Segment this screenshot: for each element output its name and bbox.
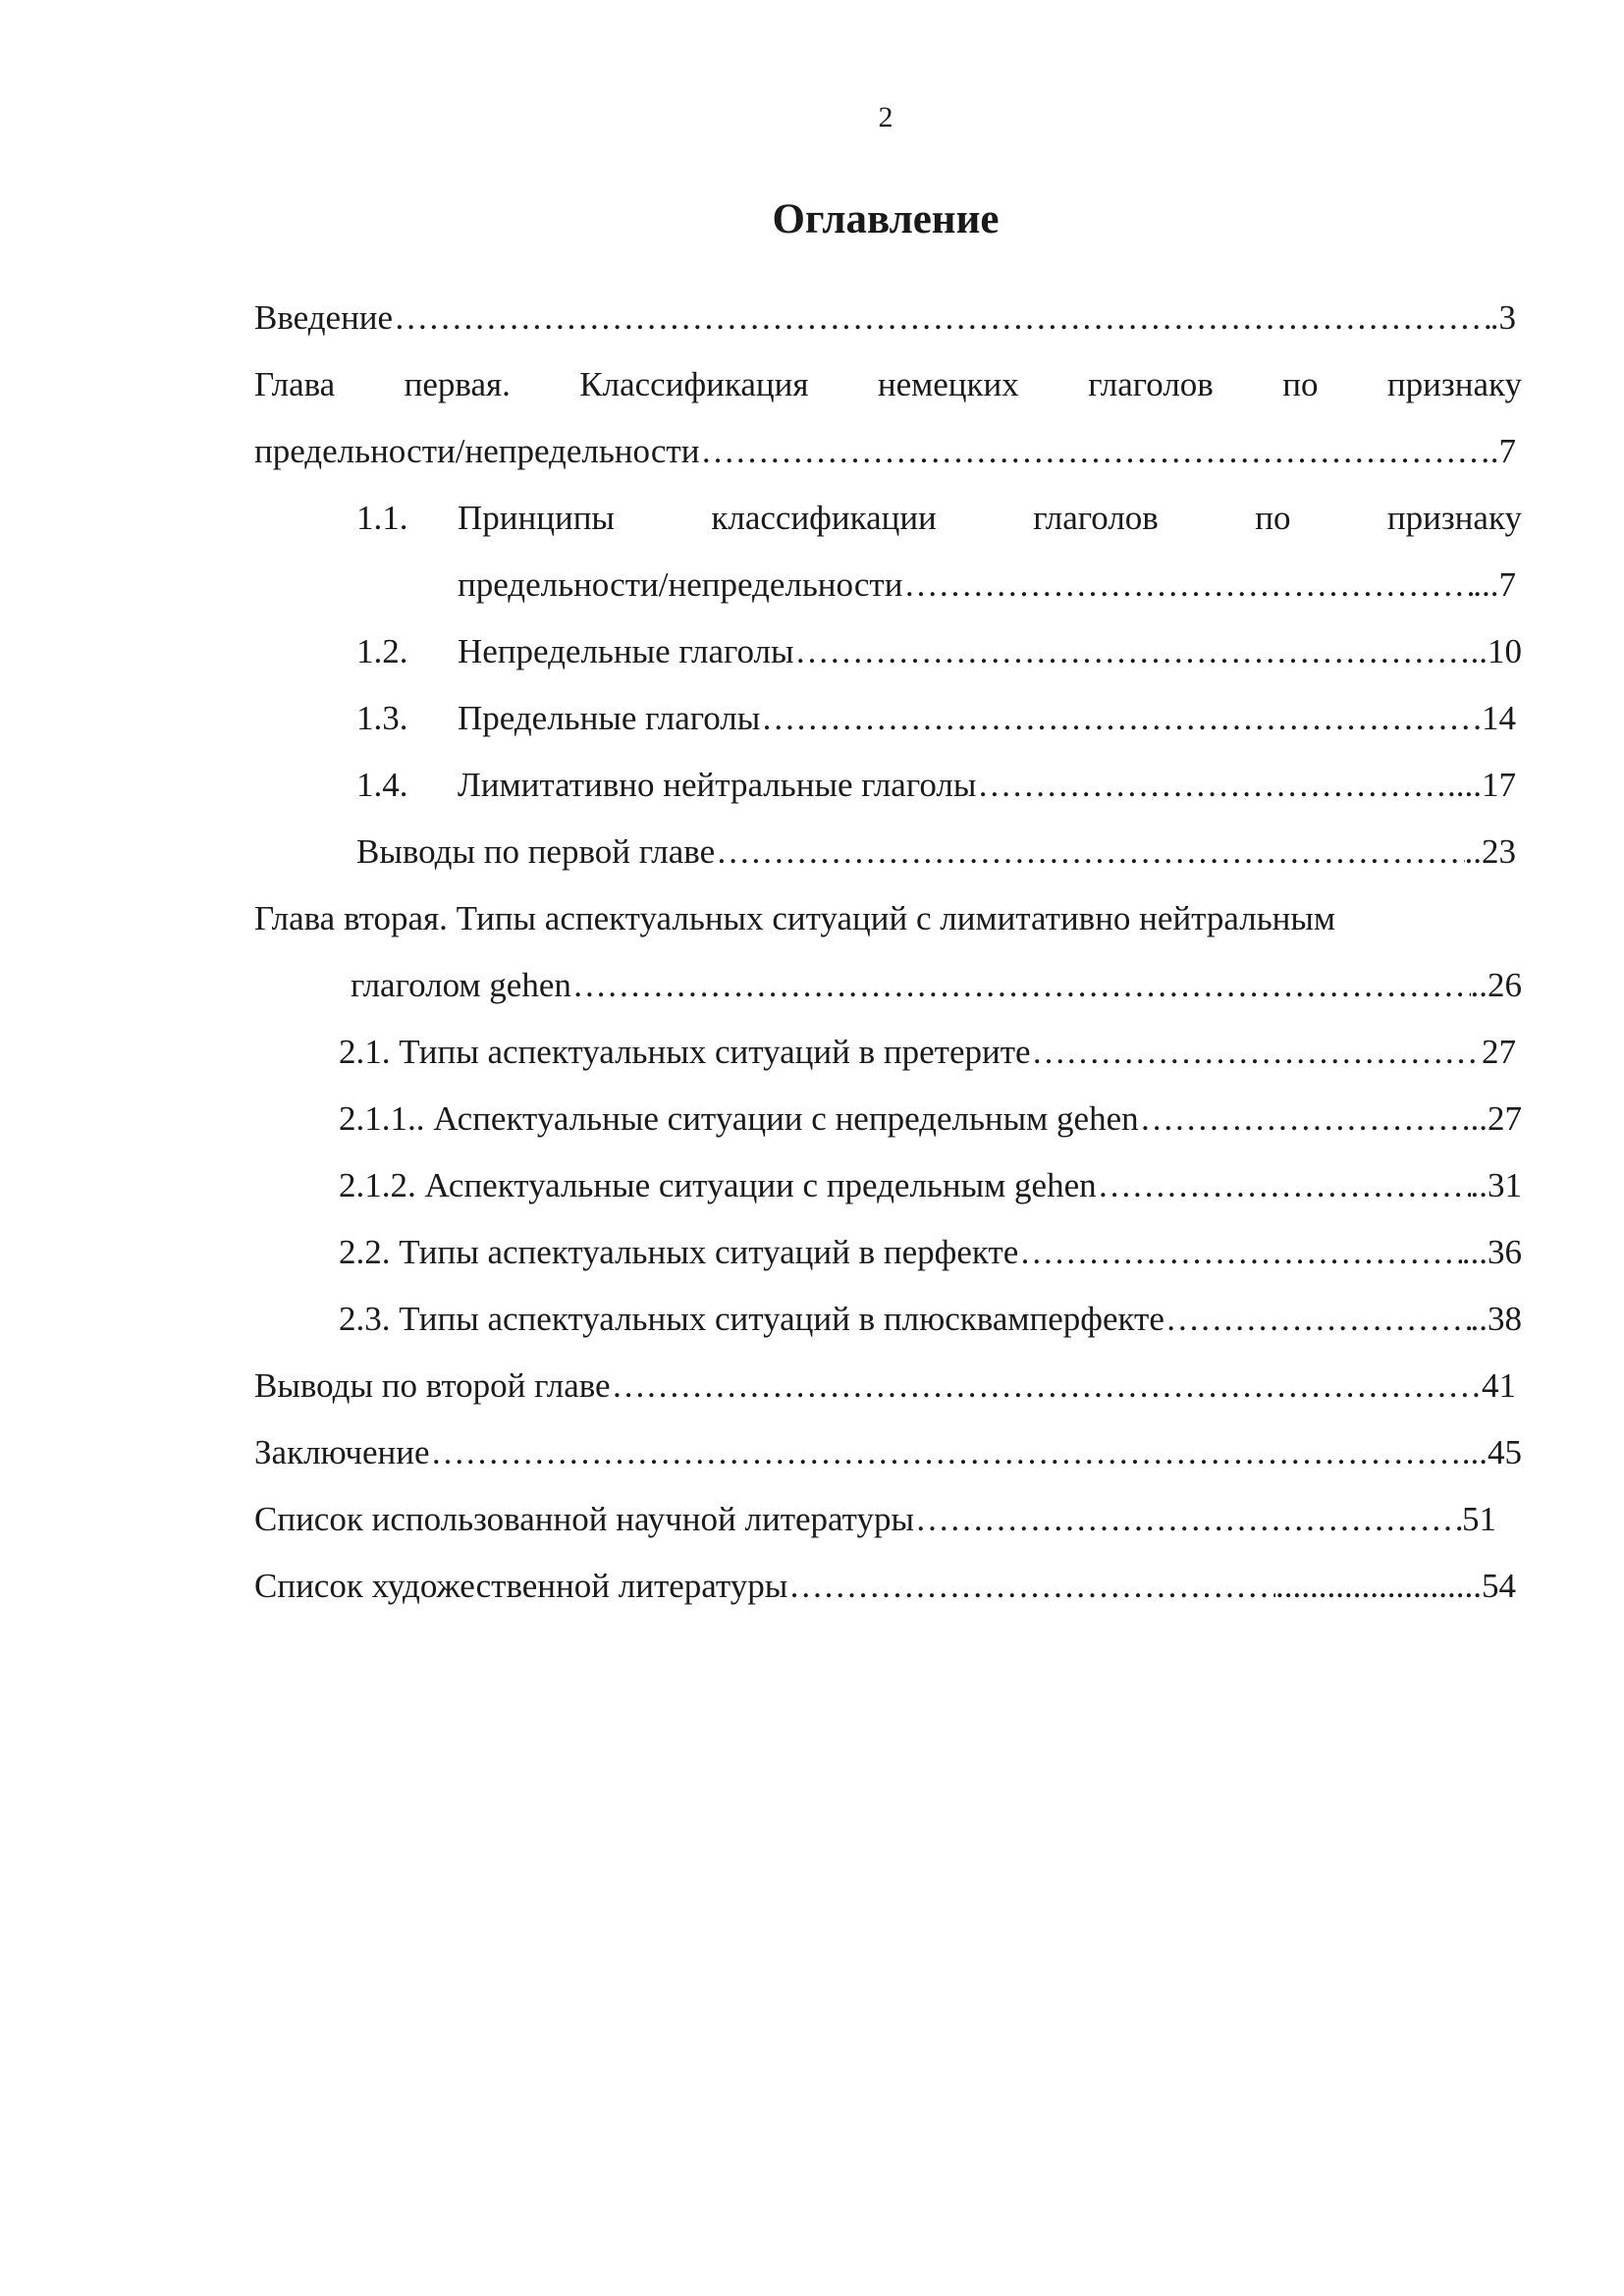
dot-leader (571, 962, 1471, 1009)
toc-entry-text: Список использованной научной литературы (254, 1500, 915, 1538)
dot-leader (902, 561, 1473, 609)
toc-entry-scientific-references (254, 1496, 1496, 1543)
toc-entry-section-2-1-2 (339, 1162, 1522, 1209)
dot-leader (1031, 1029, 1482, 1076)
toc-entry-conclusions-chapter-2 (254, 1362, 1516, 1410)
toc-page-number: ..31 (1470, 1166, 1522, 1204)
toc-page-number: 41 (1482, 1366, 1516, 1405)
dot-leader (393, 294, 1490, 342)
toc-entry-text: 2.3. Типы аспектуальных ситуаций в плюсквамперфекте (339, 1300, 1164, 1338)
toc-entry-text: предельности/непредельности (458, 565, 903, 604)
dot-leader (1164, 1296, 1471, 1343)
toc-entry-text: Выводы по второй главе (254, 1366, 611, 1405)
toc-word: немецких (877, 365, 1019, 403)
toc-entry-chapter-1-line-2 (254, 428, 1516, 475)
toc-entry-section-1-1-line-1 (458, 495, 1522, 542)
toc-word: Классификация (579, 365, 809, 403)
toc-entry-text: Выводы по первой главе (356, 832, 716, 871)
toc-entry-section-2-1-1 (339, 1095, 1522, 1143)
toc-entry-section-2-2 (339, 1229, 1522, 1276)
toc-entry-text: Список художественной литературы (254, 1567, 788, 1605)
dot-leader (787, 1563, 1275, 1610)
toc-entry-text: Предельные глаголы (458, 699, 761, 737)
dot-leader (611, 1362, 1482, 1410)
toc-page-number: 51 (1462, 1500, 1496, 1538)
toc-section-number-1-4: 1.4. (356, 766, 408, 804)
toc-entry-intro (254, 294, 1516, 342)
toc-entry-text: глаголом gehen (351, 966, 571, 1004)
toc-page-number: ........................54 (1275, 1567, 1516, 1605)
toc-section-number-1-1: 1.1. (356, 499, 408, 537)
toc-word: первая. (404, 365, 511, 403)
toc-entry-text: Непредельные глаголы (458, 632, 794, 670)
toc-page-number: ...36 (1461, 1233, 1522, 1271)
toc-entry-section-2-3 (339, 1296, 1522, 1343)
toc-entry-text: Заключение (254, 1433, 430, 1471)
toc-entry-text: 2.1.1.. Аспектуальные ситуации с непредельным gehen (339, 1099, 1139, 1138)
toc-page-number: ..23 (1464, 832, 1516, 871)
toc-entry-chapter-1-line-1 (254, 361, 1522, 408)
dot-leader (914, 1496, 1462, 1543)
toc-page-number: ...27 (1461, 1099, 1522, 1138)
toc-word: признаку (1386, 499, 1522, 537)
toc-page-number: ....17 (1447, 766, 1516, 804)
toc-page-number: ..26 (1470, 966, 1522, 1004)
toc-entry-text: 2.2. Типы аспектуальных ситуаций в перфекте (339, 1233, 1019, 1271)
toc-page-number: ..10 (1470, 632, 1522, 670)
toc-page-number: ..38 (1470, 1300, 1522, 1338)
toc-page-number: .14 (1473, 699, 1516, 737)
dot-leader (794, 628, 1471, 675)
toc-entry-conclusion (254, 1429, 1522, 1476)
toc-section-number-1-3: 1.3. (356, 699, 408, 737)
toc-page-number: ...7 (1473, 565, 1516, 604)
toc-entry-chapter-2-line-2 (351, 962, 1522, 1009)
toc-entry-chapter-2-line-1: Глава вторая. Типы аспектуальных ситуаций с лимитативно нейтральным (254, 899, 1336, 937)
dot-leader (715, 828, 1464, 876)
toc-word: по (1255, 499, 1291, 537)
toc-entry-section-1-1-line-2 (458, 561, 1516, 609)
toc-entry-section-1-2 (458, 628, 1522, 675)
toc-section-number-1-2: 1.2. (356, 632, 408, 670)
page-number: 2 (878, 101, 893, 133)
toc-entry-text: Введение (254, 298, 394, 337)
toc-page-number: ...45 (1461, 1433, 1522, 1471)
toc-entry-text: 2.1.2. Аспектуальные ситуации с предельным gehen (339, 1166, 1097, 1204)
dot-leader (699, 428, 1489, 475)
toc-word: классификации (711, 499, 937, 537)
dot-leader (760, 695, 1473, 742)
toc-entry-section-1-3 (458, 695, 1516, 742)
dot-leader (1139, 1095, 1462, 1143)
dot-leader (1097, 1162, 1471, 1209)
dot-leader (976, 762, 1447, 809)
toc-entry-text: Лимитативно нейтральные глаголы (458, 766, 977, 804)
toc-entry-section-2-1 (339, 1029, 1516, 1076)
dot-leader (430, 1429, 1462, 1476)
toc-word: глаголов (1033, 499, 1159, 537)
toc-page-number: .7 (1489, 432, 1516, 470)
toc-entry-conclusions-chapter-1 (356, 828, 1516, 876)
toc-page-number: 27 (1482, 1033, 1516, 1071)
toc-word: Принципы (458, 499, 615, 537)
toc-word: по (1282, 365, 1319, 403)
dot-leader (1018, 1229, 1462, 1276)
toc-title: Оглавление (772, 196, 1000, 242)
toc-word: глаголов (1088, 365, 1214, 403)
toc-entry-text: 2.1. Типы аспектуальных ситуаций в претерите (339, 1033, 1031, 1071)
toc-word: Глава (254, 365, 336, 403)
toc-word: признаку (1386, 365, 1522, 403)
toc-entry-fiction-references (254, 1563, 1516, 1610)
toc-entry-section-1-4 (458, 762, 1516, 809)
toc-entry-text: предельности/непредельности (254, 432, 700, 470)
toc-page-number: .3 (1489, 298, 1516, 337)
